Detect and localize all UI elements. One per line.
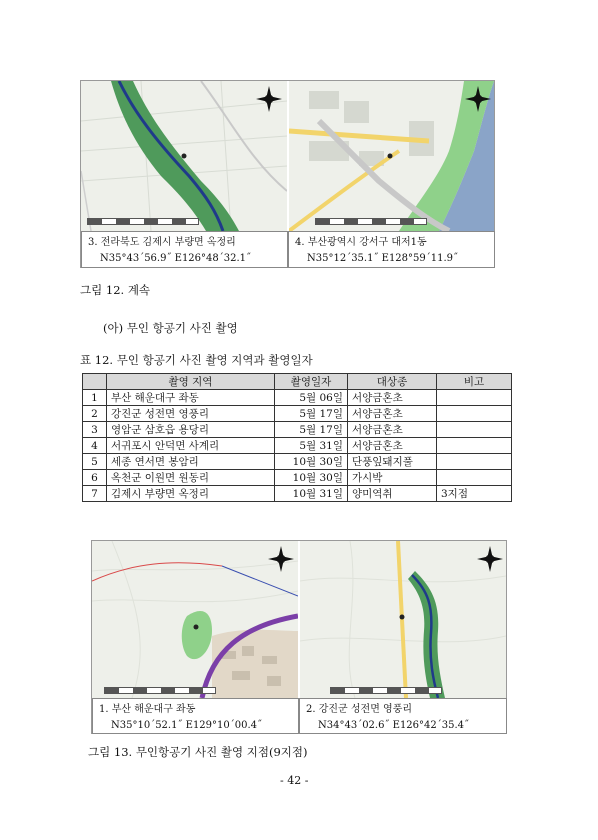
survey-date: 5월 17일 — [275, 422, 348, 438]
table-row — [83, 422, 512, 438]
compass-icon — [465, 86, 491, 112]
remarks — [437, 438, 512, 454]
panel-1-label: 1. 부산 해운대구 좌동 — [99, 704, 196, 715]
survey-area: 영암군 삼호읍 용당리 — [107, 422, 275, 438]
panel-3-coordinates: N35°43´56.9˝ E126°48´32.1˝ — [100, 253, 252, 264]
target-species: 양미역취 — [348, 486, 437, 502]
panel-3-label: 3. 전라북도 김제시 부량면 옥정리 — [88, 237, 236, 248]
row-number: 3 — [83, 422, 107, 438]
row-number: 2 — [83, 406, 107, 422]
survey-date: 10월 30일 — [275, 470, 348, 486]
panel-4-label: 4. 부산광역시 강서구 대저1동 — [295, 237, 427, 248]
table-header-row — [83, 374, 512, 390]
scale-bar — [315, 218, 427, 225]
map-2-drawing — [300, 541, 506, 698]
table-row — [83, 406, 512, 422]
row-number: 1 — [83, 390, 107, 406]
map-panel-4 — [289, 81, 494, 231]
remarks: 3지점 — [437, 486, 512, 502]
remarks — [437, 454, 512, 470]
row-number: 4 — [83, 438, 107, 454]
panel-2-coordinates: N34°43´02.6˝ E126°42´35.4˝ — [318, 720, 470, 731]
remarks — [437, 390, 512, 406]
remarks — [437, 470, 512, 486]
survey-area: 서귀포시 안덕면 사계리 — [107, 438, 275, 454]
column-header: 촬영 지역 — [107, 374, 275, 390]
row-number: 7 — [83, 486, 107, 502]
remarks — [437, 422, 512, 438]
target-species: 서양금혼초 — [348, 422, 437, 438]
row-number: 5 — [83, 454, 107, 470]
panel-1-coordinates: N35°10´52.1˝ E129°10´00.4˝ — [111, 720, 263, 731]
target-species: 서양금혼초 — [348, 438, 437, 454]
survey-date: 10월 31일 — [275, 486, 348, 502]
compass-icon — [268, 546, 294, 572]
panel-4-caption — [288, 231, 495, 268]
panel-3-caption — [81, 231, 288, 268]
panel-1-caption — [92, 698, 299, 734]
remarks — [437, 406, 512, 422]
panel-2-caption — [299, 698, 507, 734]
survey-area: 옥천군 이원면 원동리 — [107, 470, 275, 486]
target-species: 서양금혼초 — [348, 390, 437, 406]
survey-area: 부산 해운대구 좌동 — [107, 390, 275, 406]
table-row — [83, 486, 512, 502]
page-number: - 42 - — [280, 774, 309, 787]
table-row — [83, 470, 512, 486]
panel-2-label: 2. 강진군 성전면 영풍리 — [306, 704, 413, 715]
column-header: 촬영일자 — [275, 374, 348, 390]
survey-date: 5월 31일 — [275, 438, 348, 454]
target-species: 서양금혼초 — [348, 406, 437, 422]
column-header — [83, 374, 107, 390]
survey-area: 강진군 성전면 영풍리 — [107, 406, 275, 422]
table-row — [83, 438, 512, 454]
row-number: 6 — [83, 470, 107, 486]
target-species: 가시박 — [348, 470, 437, 486]
map-panel-2 — [300, 541, 506, 698]
scale-bar — [330, 687, 442, 694]
figure-12-caption: 그림 12. 계속 — [80, 283, 151, 297]
table-12 — [82, 373, 512, 502]
scale-bar — [87, 218, 199, 225]
figure-13-caption: 그림 13. 무인항공기 사진 촬영 지점(9지점) — [88, 745, 308, 759]
survey-date: 5월 06일 — [275, 390, 348, 406]
compass-icon — [256, 86, 282, 112]
survey-area: 김제시 부량면 옥정리 — [107, 486, 275, 502]
column-header: 대상종 — [348, 374, 437, 390]
section-heading: (아) 무인 항공기 사진 촬영 — [103, 321, 238, 335]
scale-bar — [104, 687, 216, 694]
table-row — [83, 390, 512, 406]
survey-date: 10월 30일 — [275, 454, 348, 470]
panel-4-coordinates: N35°12´35.1˝ E128°59´11.9˝ — [307, 253, 459, 264]
target-species: 단풍잎돼지풀 — [348, 454, 437, 470]
table-row — [83, 454, 512, 470]
survey-date: 5월 17일 — [275, 406, 348, 422]
map-4-drawing — [289, 81, 494, 231]
compass-icon — [477, 546, 503, 572]
survey-area: 세종 연서면 봉암리 — [107, 454, 275, 470]
table-12-title: 표 12. 무인 항공기 사진 촬영 지역과 촬영일자 — [80, 353, 313, 367]
column-header: 비고 — [437, 374, 512, 390]
